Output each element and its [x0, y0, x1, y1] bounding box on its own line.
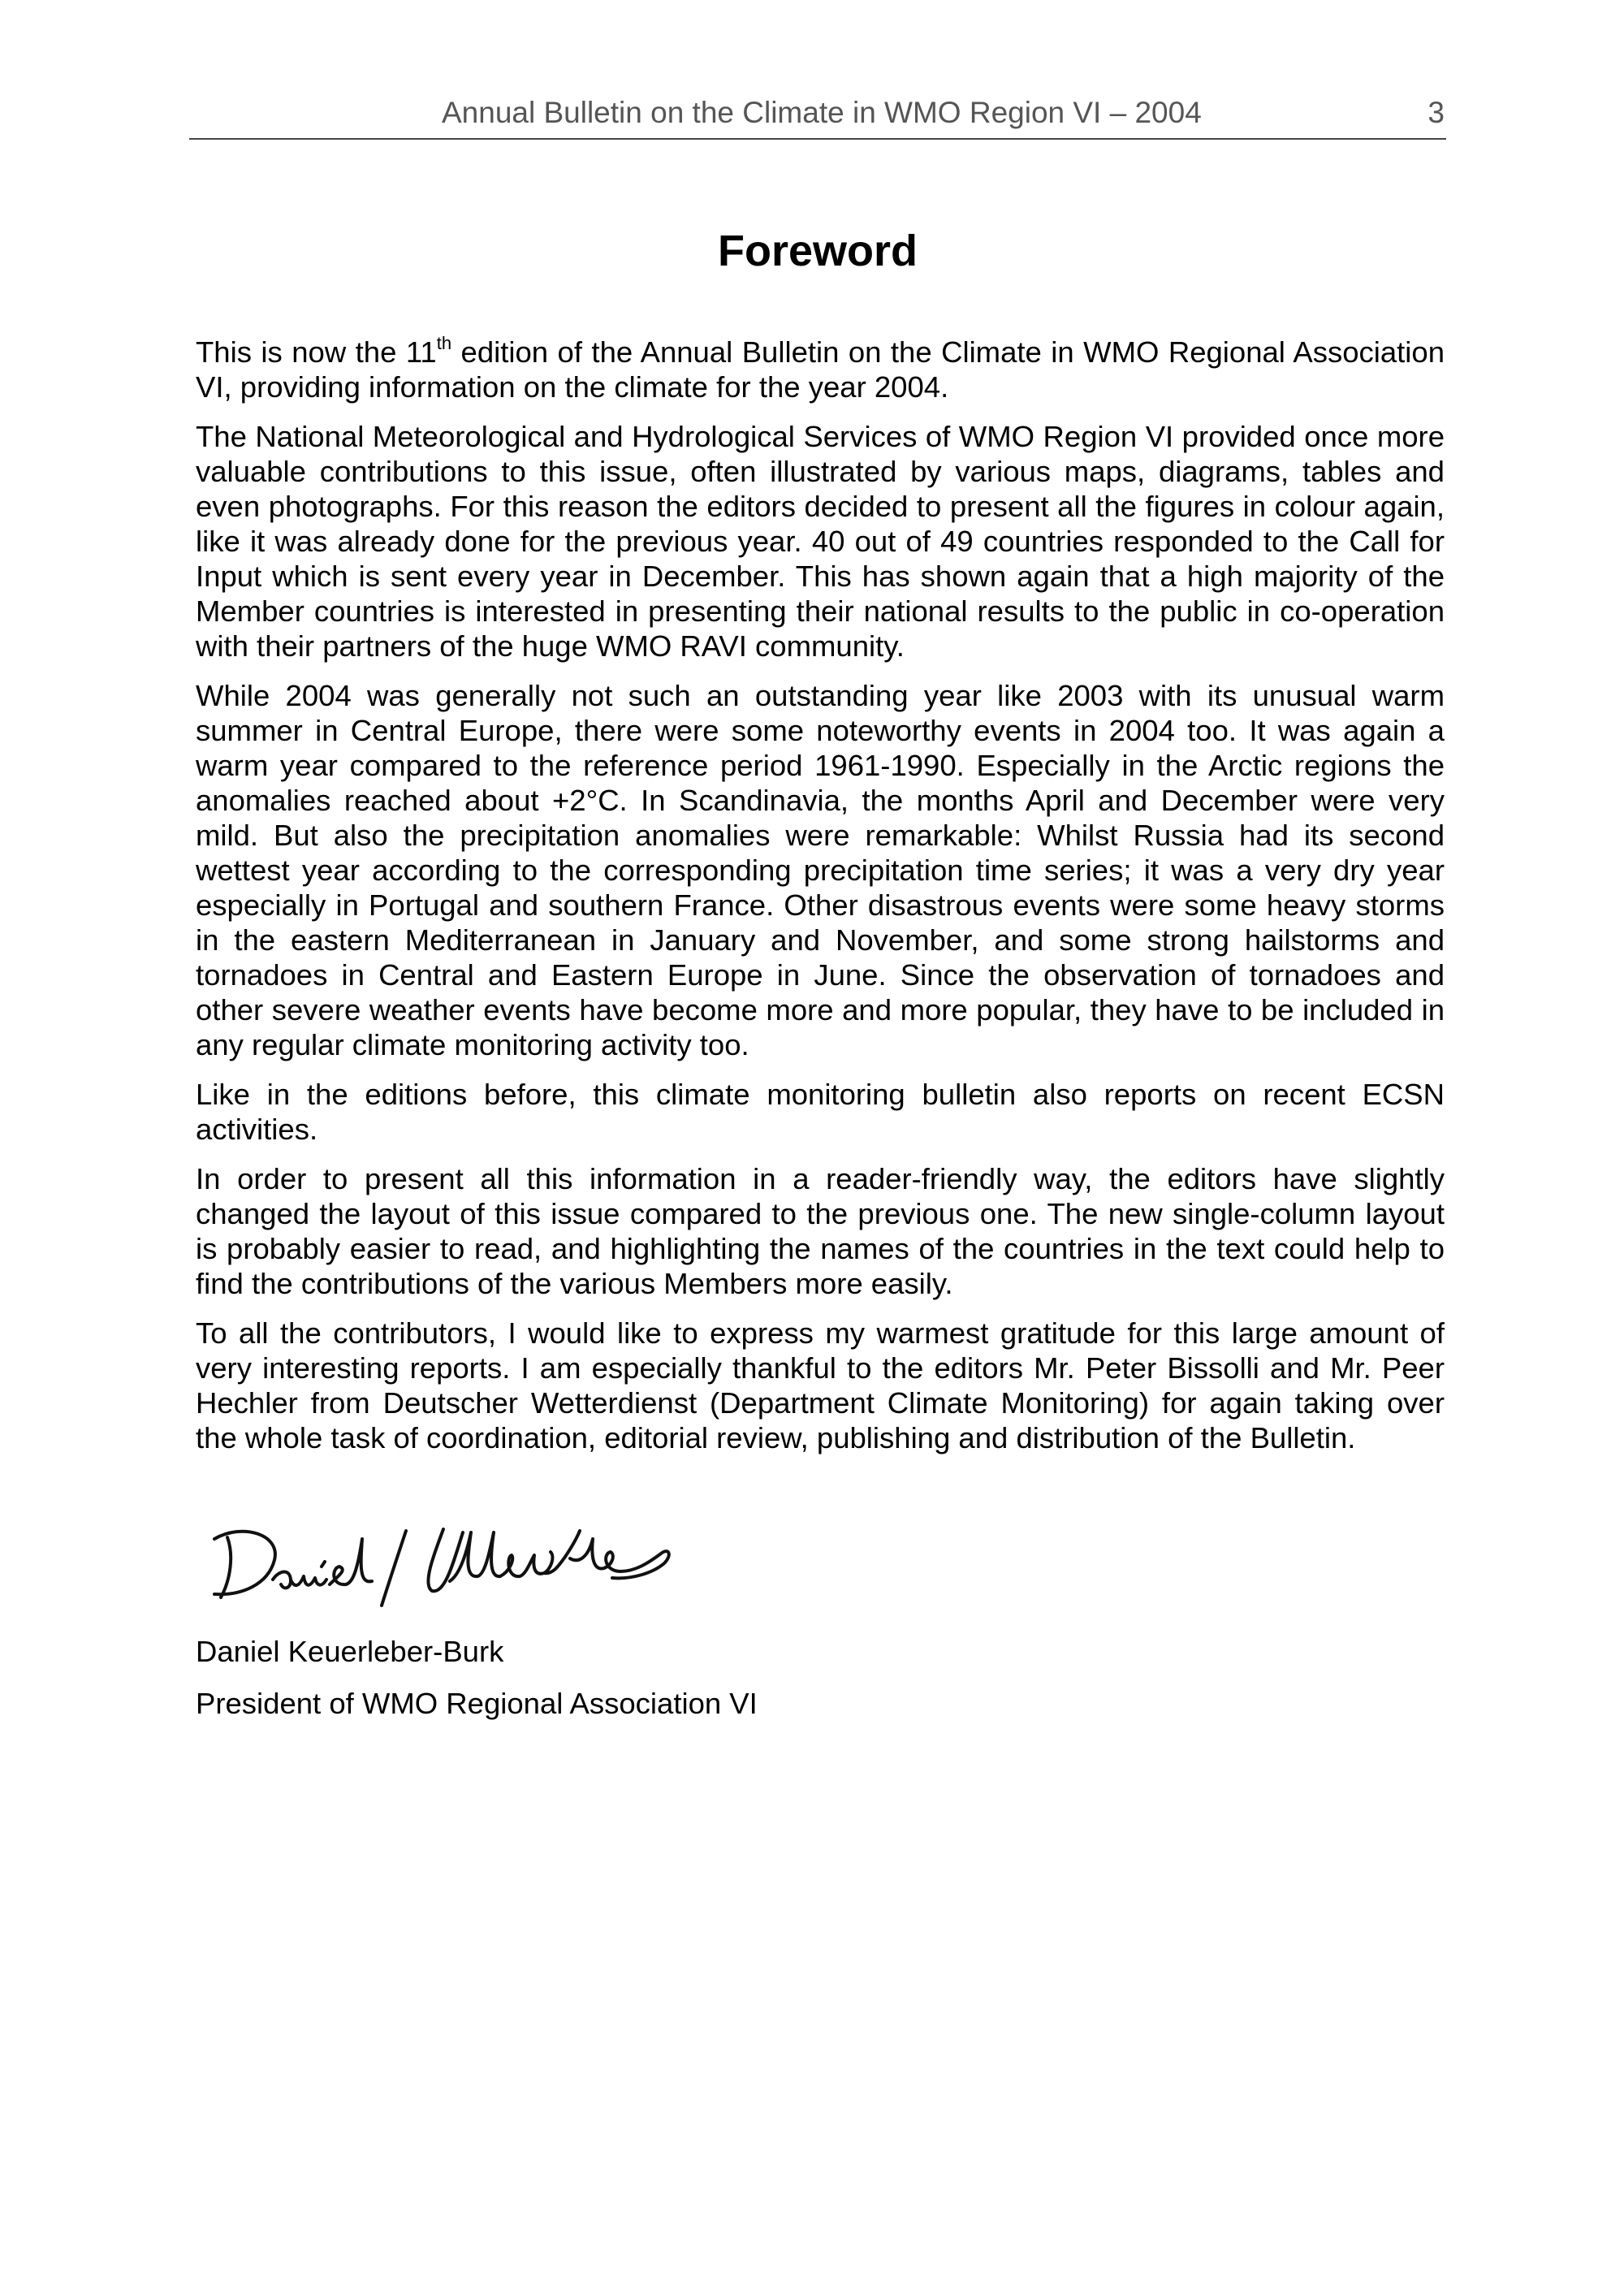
header-title: Annual Bulletin on the Climate in WMO Region VI – 2004	[442, 96, 1202, 129]
paragraph: In order to present all this information in a reader-friendly way, the editors have slightly changed the layout of this issue compared to the previous one. The new single-column layout is probably easier to read, and highlighting the names of the countries in the text could help to find the contributions of the various Members more easily.	[196, 1162, 1445, 1300]
paragraph-intro	[196, 335, 1445, 404]
running-header	[189, 94, 1446, 140]
paragraph: Like in the editions before, this climate monitoring bulletin also reports on recent ECSN activities.	[196, 1078, 1445, 1146]
signatory-name: Daniel Keuerleber-Burk	[196, 1635, 504, 1668]
foreword-body	[196, 335, 1445, 1470]
signatory-role: President of WMO Regional Association VI	[196, 1687, 758, 1720]
intro-text-end: edition of the Annual Bulletin on the Climate in WMO Regional Association VI, providing information on the climate for the year 2004.	[196, 335, 1445, 404]
intro-text-start: This is now the 11	[196, 335, 437, 369]
page-number: 3	[1427, 96, 1445, 129]
paragraph: To all the contributors, I would like to express my warmest gratitude for this large amount of very interesting reports. I am especially thankful to the editors Mr. Peter Bissolli and Mr. Peer Hechler from Deutscher Wetterdienst (Department Climate Monitoring) for again taking over the whole task of coordination, editorial review, publishing and distribution of the Bulletin.	[196, 1316, 1445, 1454]
ordinal-superscript: th	[436, 333, 452, 353]
page-title: Foreword	[717, 227, 918, 275]
handwritten-signature	[209, 1506, 713, 1612]
paragraph: The National Meteorological and Hydrological Services of WMO Region VI provided once more valuable contributions to this issue, often illustrated by various maps, diagrams, tables and even photographs. For this reason the editors decided to present all the figures in colour again, like it was already done for the previous year. 40 out of 49 countries responded to the Call for Input which is sent every year in December. This has shown again that a high majority of the Member countries is interested in presenting their national results to the public in co-operation with their partners of the huge WMO RAVI community.	[196, 420, 1445, 663]
paragraph: While 2004 was generally not such an outstanding year like 2003 with its unusual warm summer in Central Europe, there were some noteworthy events in 2004 too. It was again a warm year compared to the reference period 1961-1990. Especially in the Arctic regions the anomalies reached about +2°C. In Scandinavia, the months April and December were very mild. But also the precipitation anomalies were remarkable: Whilst Russia had its second wettest year according to the corresponding precipitation time series; it was a very dry year especially in Portugal and southern France. Other disastrous events were some heavy storms in the eastern Mediterranean in January and November, and some strong hailstorms and tornadoes in Central and Eastern Europe in June. Since the observation of tornadoes and other severe weather events have become more and more popular, they have to be included in any regular climate monitoring activity too.	[196, 679, 1445, 1061]
